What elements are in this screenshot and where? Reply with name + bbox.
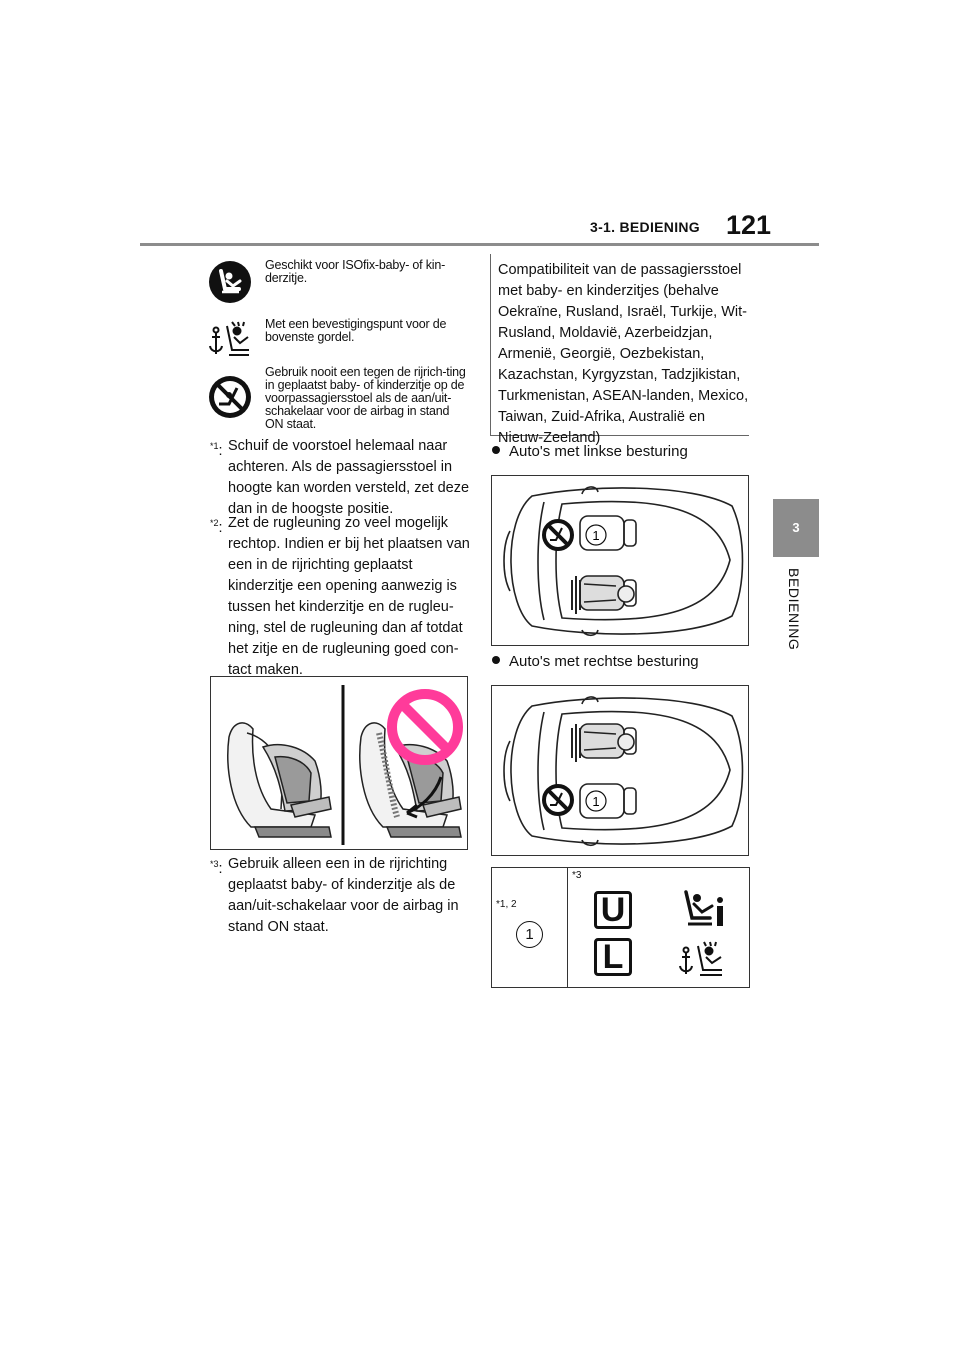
legend-item-isofix [207, 259, 470, 309]
bullet-dot [492, 446, 500, 454]
table-footnote-left: *1, 2 [496, 899, 517, 910]
prohibited-rear-facing-seat-icon [207, 374, 253, 420]
bullet-rhd-label: Auto's met rechtse besturing [509, 653, 699, 670]
bullet-dot [492, 656, 500, 664]
bullet-lhd-label: Auto's met linkse besturing [509, 443, 688, 460]
section-title: 3-1. BEDIENING [590, 219, 700, 235]
footnote-2 [210, 513, 475, 681]
footnote-text: Gebruik alleen een in de rijrichting geplaatst baby- of kinderzitje als de aan/uit-schakelaar voor de airbag in stand ON staat. [228, 856, 459, 935]
car-diagram-rhd [491, 685, 749, 856]
universal-letter: U [594, 891, 632, 929]
footnote-mark: $^{*3}$: [210, 859, 223, 877]
table-divider [567, 868, 568, 987]
footnote-3 [210, 854, 475, 938]
prohibited-seat-icon [544, 521, 572, 549]
footnote-text: Schuif de voorstoel helemaal naar achteren. Als de passagiersstoel in hoogte kan worden versteld, zet deze dan in de hoogste positie. [228, 438, 470, 517]
compatibility-text: Compatibiliteit van de passagiersstoel met baby- en kinderzitjes (behalve Oekraïne, Rusland, Israël, Turkije, Wit-Rusland, Moldavië, Azerbeidzjan, Armenië, Georgië, Oezbekistan, Kazachstan, Kyrgyzstan, Tadzjikistan, Turkmenistan, ASEAN-landen, Mexico, Taiwan, Zuid-Afrika, Australië en Nieuw-Zeeland) [490, 254, 749, 436]
footnote-1 [210, 436, 475, 520]
header-divider [140, 243, 819, 246]
compatibility-table [491, 867, 750, 988]
table-seat-number: 1 [516, 921, 543, 948]
seat-illustration-drawing [211, 677, 467, 849]
page-number: 121 [726, 210, 772, 240]
table-footnote-right: *3 [572, 870, 582, 881]
chapter-label: BEDIENING [786, 568, 802, 651]
limited-letter: L [594, 938, 632, 976]
anchor-seat-icon [678, 940, 730, 980]
car-diagram-rhd-drawing [492, 686, 748, 855]
footnote-mark: $^{*1}$: [210, 441, 223, 459]
car-diagram-lhd [491, 475, 749, 646]
isofix-seat-icon [207, 259, 253, 305]
seat-illustration [210, 676, 468, 850]
anchor-seat-icon [207, 318, 253, 364]
isofix-universal-icon [680, 886, 730, 932]
legend-item-anchor [207, 318, 470, 360]
footnote-mark: $^{*2}$: [210, 518, 223, 536]
legend-text-isofix: Geschikt voor ISOfix-baby- of kin-derzitje. [265, 258, 446, 285]
seat-number: 1 [592, 794, 600, 809]
legend-text-prohibited: Gebruik nooit een tegen de rijrich-ting in geplaatst baby- of kinderzitje op de voorpassagiersstoel als de aan/uit-schakelaar voor de airbag in stand ON staat. [265, 365, 466, 431]
bullet-lhd [492, 443, 688, 460]
bullet-rhd [492, 653, 699, 670]
legend-text-anchor: Met een bevestigingspunt voor de bovenste gordel. [265, 317, 447, 344]
footnote-text: Zet de rugleuning zo veel mogelijk rechtop. Indien er bij het plaatsen van een in de rijrichting geplaatst kinderzitje een opening aanwezig is tussen het kinderzitje en de rugleu-ning, stel de rugleuning dan af totdat het zitje en de rugleuning goed con-tact maken. [228, 515, 470, 678]
chapter-tab[interactable]: 3 [773, 499, 819, 557]
prohibited-seat-icon [544, 786, 572, 814]
car-diagram-lhd-drawing [492, 476, 748, 645]
seat-number: 1 [592, 528, 600, 543]
legend-item-prohibited [207, 366, 470, 434]
